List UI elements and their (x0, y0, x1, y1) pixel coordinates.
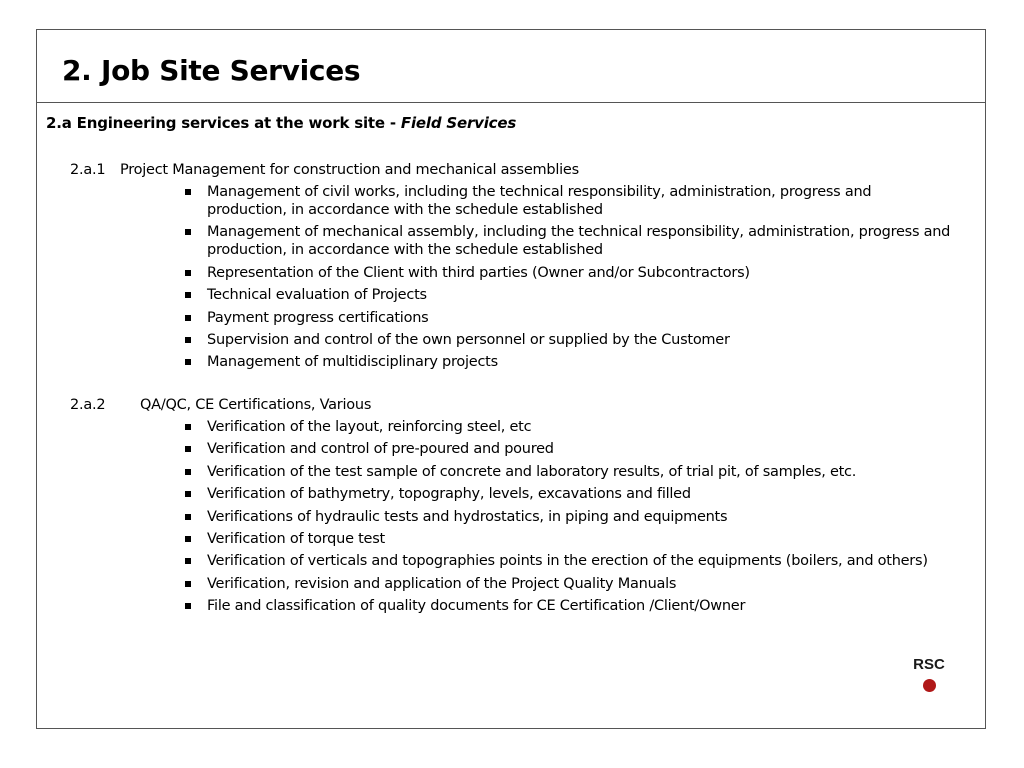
square-bullet-icon (185, 558, 191, 564)
list-item-text: Representation of the Client with third parties (Owner and/or Subcontractors) (207, 264, 750, 281)
list-item (207, 530, 1007, 548)
list-item-text: Verification, revision and application of the Project Quality Manuals (207, 575, 677, 592)
list-item-text: Management of multidisciplinary projects (207, 354, 498, 371)
bullet-list (70, 183, 980, 371)
list-item-text: Verification of torque test (207, 530, 385, 547)
subsection-heading (70, 161, 980, 179)
square-bullet-icon (185, 424, 191, 430)
square-bullet-icon (185, 581, 191, 587)
list-item (207, 223, 952, 259)
list-item (207, 508, 1007, 526)
list-item (207, 575, 1007, 593)
section-heading-italic: Field Services (400, 114, 517, 132)
square-bullet-icon (185, 491, 191, 497)
list-item-text: Payment progress certifications (207, 309, 429, 326)
square-bullet-icon (185, 189, 191, 195)
rsc-logo (909, 656, 949, 692)
square-bullet-icon (185, 270, 191, 276)
list-item-text: Verifications of hydraulic tests and hydrostatics, in piping and equipments (207, 508, 728, 525)
subsection-title: QA/QC, CE Certifications, Various (140, 397, 372, 413)
slide-frame (36, 29, 986, 729)
list-item-text: Verification of the layout, reinforcing steel, etc (207, 419, 532, 435)
list-item (207, 183, 952, 219)
logo-text: RSC (913, 656, 945, 673)
list-item (207, 286, 952, 304)
square-bullet-icon (185, 359, 191, 365)
subsection-title: Project Management for construction and mechanical assemblies (120, 162, 579, 178)
red-dot-icon (923, 679, 936, 692)
list-item (207, 331, 952, 349)
list-item-text: Verification of bathymetry, topography, levels, excavations and filled (207, 486, 691, 503)
page-title: 2. Job Site Services (62, 54, 361, 87)
subsection-qa-qc (70, 396, 980, 620)
bullet-list (70, 418, 980, 615)
list-item-text: Supervision and control of the own personnel or supplied by the Customer (207, 331, 730, 348)
list-item-text: Management of civil works, including the technical responsibility, administration, progress and production, in accordance with the schedule established (207, 184, 872, 218)
section-heading-prefix: 2.a Engineering services at the work site - (46, 114, 401, 132)
list-item (207, 309, 952, 327)
list-item-text: File and classification of quality documents for CE Certification /Client/Owner (207, 598, 746, 615)
list-item-text: Technical evaluation of Projects (207, 287, 427, 304)
list-item-text: Management of mechanical assembly, including the technical responsibility, administration, progress and production, in accordance with the schedule established (207, 224, 951, 259)
list-item (207, 597, 1007, 615)
subsection-number: 2.a.1 (70, 162, 106, 178)
list-item (207, 485, 1007, 503)
list-item (207, 418, 1007, 436)
list-item-text: Verification and control of pre-poured and poured (207, 441, 554, 458)
title-bar (37, 30, 985, 103)
square-bullet-icon (185, 446, 191, 452)
list-item-text: Verification of verticals and topographies points in the erection of the equipments (boilers, and others) (207, 553, 928, 570)
subsection-heading (70, 396, 980, 414)
section-heading (46, 113, 516, 133)
square-bullet-icon (185, 229, 191, 235)
square-bullet-icon (185, 514, 191, 520)
square-bullet-icon (185, 337, 191, 343)
square-bullet-icon (185, 292, 191, 298)
subsection-project-management (70, 161, 980, 376)
square-bullet-icon (185, 469, 191, 475)
subsection-number: 2.a.2 (70, 397, 106, 413)
list-item (207, 264, 952, 282)
list-item (207, 353, 952, 371)
list-item (207, 463, 1007, 481)
list-item (207, 552, 1007, 570)
square-bullet-icon (185, 603, 191, 609)
list-item-text: Verification of the test sample of concrete and laboratory results, of trial pit, of samples, etc. (207, 463, 857, 480)
square-bullet-icon (185, 315, 191, 321)
list-item (207, 440, 1007, 458)
square-bullet-icon (185, 536, 191, 542)
